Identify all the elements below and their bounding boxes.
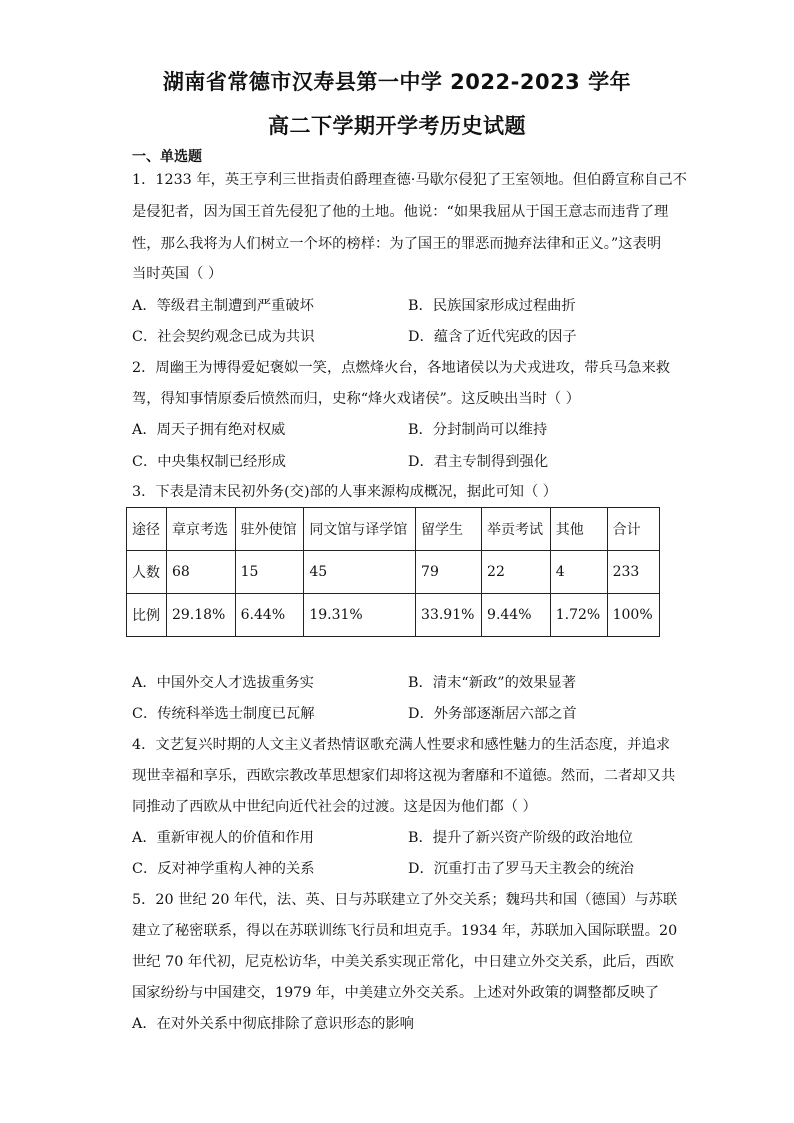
table-cell: 1.72%: [550, 594, 607, 637]
table-header-cell: 留学生: [416, 508, 482, 551]
table-cell: 29.18%: [166, 594, 235, 637]
table-cell: 4: [550, 551, 607, 594]
q5-stem-line: 世纪 70 年代初，尼克松访华，中美关系实现正常化，中日建立外交关系，此后，西欧: [132, 954, 674, 970]
q2-stem-line: 驾，得知事情原委后愤然而归，史称“烽火戏诸侯”。这反映出当时（ ）: [132, 391, 581, 407]
table-header-row: [127, 508, 660, 551]
table-header-cell: 同文馆与译学馆: [304, 508, 416, 551]
q1-option-b: B．民族国家形成过程曲折: [408, 298, 576, 314]
table-header-cell: 其他: [550, 508, 607, 551]
table-header-cell: 途径: [127, 508, 167, 551]
q2-option-b: B．分封制尚可以维持: [408, 422, 548, 438]
table-header-cell: 章京考选: [166, 508, 235, 551]
table-row: [127, 551, 660, 594]
q2-option-d: D．君主专制得到强化: [408, 454, 549, 470]
q4-stem-line: 4．文艺复兴时期的人文主义者热情讴歌充满人性要求和感性魅力的生活态度，并追求: [132, 737, 671, 753]
q3-option-c: C．传统科举选士制度已瓦解: [132, 706, 315, 722]
q1-stem-line: 当时英国（ ）: [132, 266, 223, 282]
table-cell: 9.44%: [482, 594, 551, 637]
table-row: [127, 594, 660, 637]
table-cell: 22: [482, 551, 551, 594]
q1-stem-line: 1．1233 年，英王亨利三世指责伯爵理查德·马歇尔侵犯了王室领地。但伯爵宣称自己不: [132, 172, 687, 188]
q2-stem-line: 2．周幽王为博得爱妃褒姒一笑，点燃烽火台，各地诸侯以为犬戎进攻，带兵马急来救: [132, 360, 671, 376]
table-cell: 68: [166, 551, 235, 594]
table-cell: 6.44%: [235, 594, 304, 637]
q5-option-a: A．在对外关系中彻底排除了意识形态的影响: [132, 1016, 414, 1032]
q1-option-a: A．等级君主制遭到严重破坏: [132, 298, 314, 314]
q3-stem: 3．下表是清末民初外务(交)部的人事来源构成概况，据此可知（ ）: [132, 484, 558, 500]
q1-stem-line: 是侵犯者，因为国王首先侵犯了他的土地。他说：“如果我屈从于国王意志而违背了理: [132, 204, 669, 220]
q5-stem-line: 建立了秘密联系，得以在苏联训练飞行员和坦克手。1934 年，苏联加入国际联盟。20: [132, 923, 678, 939]
q2-option-c: C．中央集权制已经形成: [132, 454, 286, 470]
q4-stem-line: 同推动了西欧从中世纪向近代社会的过渡。这是因为他们都（ ）: [132, 799, 537, 815]
q4-option-c: C．反对神学重构人神的关系: [132, 861, 315, 877]
table-cell: 比例: [127, 594, 167, 637]
q2-option-a: A．周天子拥有绝对权威: [132, 422, 286, 438]
table-cell: 33.91%: [416, 594, 482, 637]
table-cell: 15: [235, 551, 304, 594]
q1-stem-line: 性，那么我将为人们树立一个坏的榜样：为了国王的罪恶而抛弃法律和正义。”这表明: [132, 236, 662, 252]
q3-data-table: [126, 507, 660, 637]
exam-title-line1: 湖南省常德市汉寿县第一中学 2022-2023 学年: [162, 70, 632, 94]
q4-option-d: D．沉重打击了罗马天主教会的统治: [408, 861, 634, 877]
table-cell: 19.31%: [304, 594, 416, 637]
exam-title-line2: 高二下学期开学考历史试题: [268, 114, 526, 138]
section-heading: 一、单选题: [132, 149, 202, 165]
table-cell: 人数: [127, 551, 167, 594]
table-cell: 233: [607, 551, 659, 594]
q5-stem-line: 5．20 世纪 20 年代，法、英、日与苏联建立了外交关系；魏玛共和国（德国）与苏联: [132, 892, 678, 908]
table-cell: 79: [416, 551, 482, 594]
table-header-cell: 举贡考试: [482, 508, 551, 551]
table-cell: 100%: [607, 594, 659, 637]
q3-option-d: D．外务部逐渐居六部之首: [408, 706, 577, 722]
q4-option-a: A．重新审视人的价值和作用: [132, 830, 314, 846]
table-header-cell: 驻外使馆: [235, 508, 304, 551]
q4-option-b: B．提升了新兴资产阶级的政治地位: [408, 830, 633, 846]
q1-option-d: D．蕴含了近代宪政的因子: [408, 329, 577, 345]
q1-option-c: C．社会契约观念已成为共识: [132, 329, 315, 345]
q4-stem-line: 现世幸福和享乐，西欧宗教改革思想家们却将这视为奢靡和不道德。然而，二者却又共: [132, 768, 676, 784]
table-header-cell: 合计: [607, 508, 659, 551]
q3-option-b: B．清末“新政”的效果显著: [408, 675, 577, 691]
table-cell: 45: [304, 551, 416, 594]
q3-option-a: A．中国外交人才选拔重务实: [132, 675, 314, 691]
q5-stem-line: 国家纷纷与中国建交，1979 年，中美建立外交关系。上述对外政策的调整都反映了: [132, 985, 660, 1001]
